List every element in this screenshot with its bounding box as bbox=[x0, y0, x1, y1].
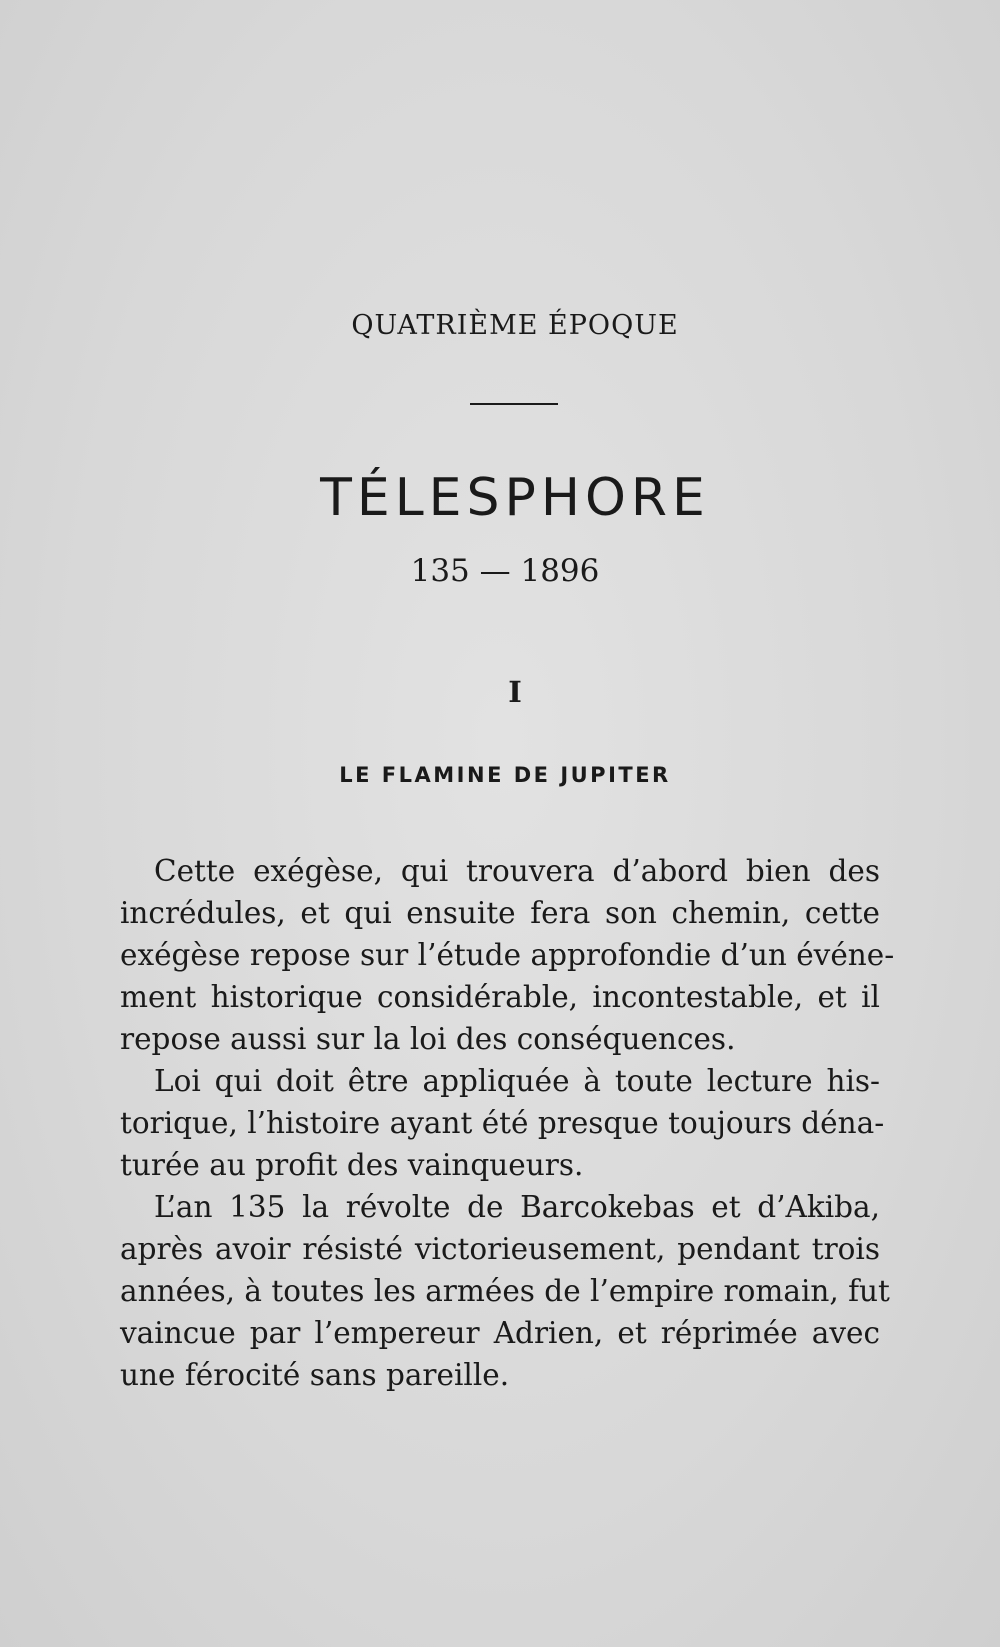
date-range: 135 — 1896 bbox=[410, 553, 600, 589]
text-line: torique, l’histoire ayant été presque toujours déna- bbox=[120, 1106, 885, 1140]
text-line: années, à toutes les armées de l’empire romain, fut bbox=[120, 1274, 890, 1308]
chapter-numeral: I bbox=[508, 675, 522, 709]
chapter-title: LE FLAMINE DE JUPITER bbox=[339, 763, 671, 787]
text-line: une férocité sans pareille. bbox=[120, 1358, 510, 1392]
text-line: ment historique considérable, incontestable, et il bbox=[120, 980, 880, 1014]
text-line: Cette exégèse, qui trouvera d’abord bien des bbox=[154, 854, 880, 888]
text-line: vaincue par l’empereur Adrien, et réprimée avec bbox=[120, 1316, 880, 1350]
text-line: L’an 135 la révolte de Barcokebas et d’Akiba, bbox=[154, 1190, 880, 1224]
epoch-heading: QUATRIÈME ÉPOQUE bbox=[351, 310, 679, 341]
text-line: exégèse repose sur l’étude approfondie d’un événe- bbox=[120, 938, 895, 972]
page-title: TÉLESPHORE bbox=[320, 468, 710, 528]
text-line: après avoir résisté victorieusement, pendant trois bbox=[120, 1232, 880, 1266]
section-rule bbox=[470, 403, 558, 405]
text-line: repose aussi sur la loi des conséquences. bbox=[120, 1022, 736, 1056]
body-text bbox=[120, 850, 895, 1396]
text-line: incrédules, et qui ensuite fera son chemin, cette bbox=[120, 896, 880, 930]
text-line: turée au profit des vainqueurs. bbox=[120, 1148, 584, 1182]
text-line: Loi qui doit être appliquée à toute lecture his- bbox=[154, 1064, 880, 1098]
